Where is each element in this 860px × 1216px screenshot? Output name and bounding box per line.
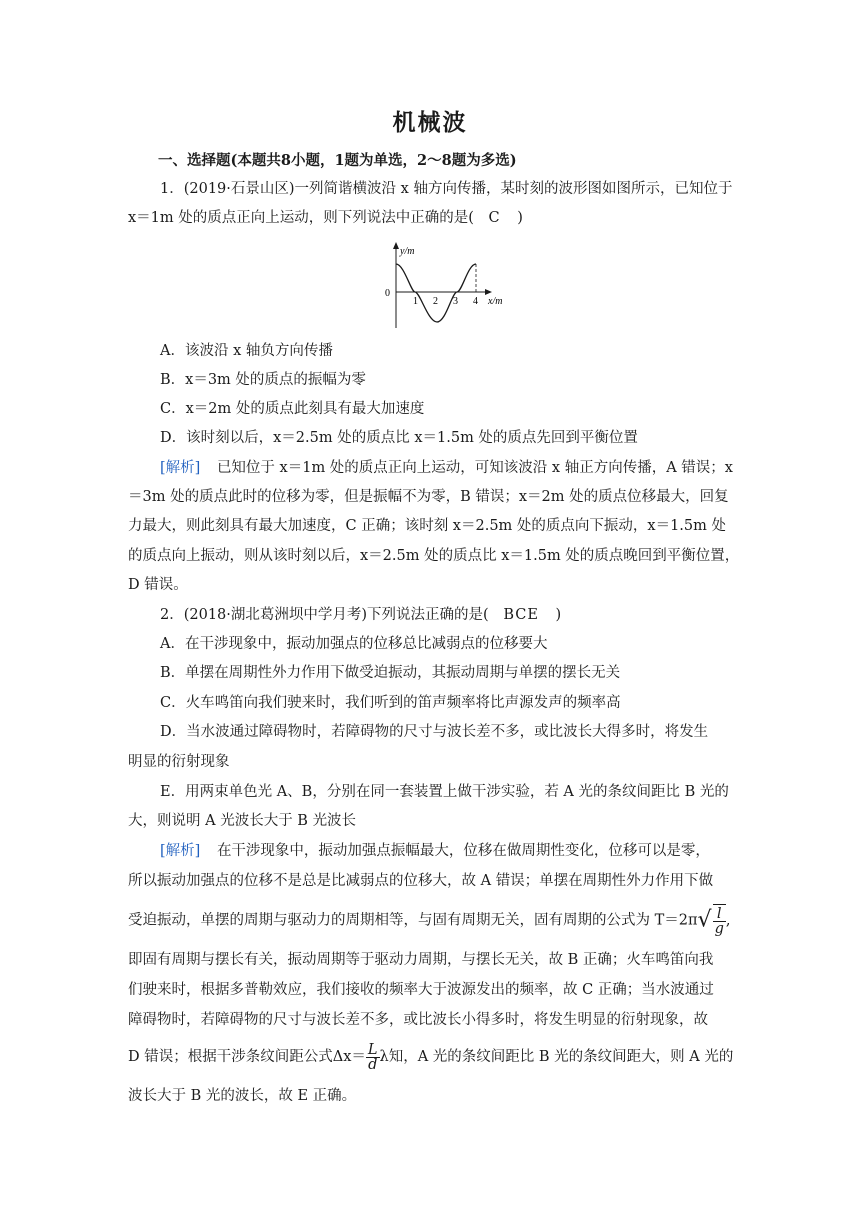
q1-option-c: C．x＝2m 处的质点此刻具有最大加速度 [160, 401, 425, 417]
q1-wave-graph [380, 240, 512, 332]
q1-analysis-text-1: 已知位于 x＝1m 处的质点正向上运动，可知该波沿 x 轴正方向传播，A 错误；x [216, 460, 733, 476]
formula-t-fraction [713, 907, 726, 936]
formula-t-num: l [713, 907, 726, 922]
tick-label-1: 1 [413, 296, 418, 307]
formula-dx-den: d [368, 1056, 378, 1073]
q2-close-paren: ) [555, 607, 562, 623]
q2-answer: BCE [503, 607, 539, 623]
page-title: 机械波 [392, 109, 468, 136]
q2-analysis-text-7b: λ知，A 光的条纹间距比 B 光的条纹间距大，则 A 光的 [379, 1049, 734, 1065]
x-axis-label: x/m [488, 296, 503, 307]
formula-dx-num: L [367, 1041, 378, 1058]
q1-analysis-line1 [160, 458, 733, 478]
q2-analysis-text-3: 受迫振动，单摆的周期与驱动力的周期相等，与固有周期无关，固有周期的公式为 T＝2π [128, 912, 698, 929]
tick-label-2: 2 [433, 296, 438, 307]
sqrt-symbol: √ [697, 907, 712, 933]
q1-analysis-line2: ＝3m 处的质点此时的位移为零，但是振幅不为零，B 错误；x＝2m 处的质点位移最大，回复 [128, 489, 729, 505]
q1-option-d: D．该时刻以后，x＝2.5m 处的质点比 x＝1.5m 处的质点先回到平衡位置 [160, 430, 638, 446]
origin-label: 0 [385, 288, 390, 299]
q1-stem-line2 [128, 208, 523, 228]
q2-option-d-line2: 明显的衍射现象 [128, 754, 230, 770]
q2-analysis-line2: 所以振动加强点的位移不是总是比减弱点的位移大，故 A 错误；单摆在周期性外力作用下做 [128, 873, 714, 889]
q2-option-b: B．单摆在周期性外力作用下做受迫振动，其振动周期与单摆的摆长无关 [160, 665, 621, 681]
formula-t-tail: , [725, 912, 731, 929]
q2-analysis-line1 [160, 841, 710, 861]
formula-t-den: g [714, 920, 724, 937]
q2-option-e-line1: E．用两束单色光 A、B，分别在同一套装置上做干涉实验，若 A 光的条纹间距比 B 光的 [160, 784, 729, 800]
q2-option-e-line2: 大，则说明 A 光波长大于 B 光波长 [128, 813, 357, 829]
q1-option-a: A．该波沿 x 轴负方向传播 [160, 343, 333, 359]
q2-option-d-line1: D．当水波通过障碍物时，若障碍物的尺寸与波长差不多，或比波长大得多时，将发生 [160, 724, 709, 740]
q2-option-c: C．火车鸣笛向我们驶来时，我们听到的笛声频率将比声源发声的频率高 [160, 695, 621, 711]
q1-analysis-line3: 力最大，则此刻具有最大加速度，C 正确；该时刻 x＝2.5m 处的质点向下振动，x＝1.5m 处 [128, 518, 727, 534]
wave-curve [396, 264, 476, 322]
formula-dx-fraction [366, 1043, 380, 1072]
q1-analysis-tag: [解析] [160, 460, 201, 476]
q1-close-paren: ) [517, 210, 523, 226]
q2-stem [160, 605, 561, 625]
q1-stem-text: x＝1m 处的质点正向上运动，则下列说法中正确的是( [128, 210, 474, 226]
tick-label-4: 4 [473, 296, 478, 307]
q2-analysis-text-7a: D 错误；根据干涉条纹间距公式Δx＝ [128, 1049, 366, 1065]
y-axis-arrow [393, 242, 399, 249]
q2-option-a: A．在干涉现象中，振动加强点的位移总比减弱点的位移要大 [160, 636, 548, 652]
q2-analysis-line3 [128, 904, 730, 937]
q2-analysis-line8: 波长大于 B 光的波长，故 E 正确。 [128, 1088, 357, 1104]
section-heading: 一、选择题(本题共8小题，1题为单选，2～8题为多选) [158, 152, 517, 169]
q1-analysis-line5: D 错误。 [128, 577, 188, 593]
q2-analysis-line4: 即固有周期与摆长有关，振动周期等于驱动力周期，与摆长无关，故 B 正确；火车鸣笛向我 [128, 952, 714, 968]
q1-stem-line1: 1．(2019·石景山区)一列简谐横波沿 x 轴方向传播，某时刻的波形图如图所示，已知位于 [160, 181, 733, 197]
q2-analysis-line7 [128, 1041, 733, 1073]
q1-answer: C [488, 210, 501, 226]
q2-analysis-text-1: 在干涉现象中，振动加强点振幅最大，位移在做周期性变化，位移可以是零， [216, 843, 710, 859]
q2-stem-text: 2．(2018·湖北葛洲坝中学月考)下列说法正确的是( [160, 607, 489, 623]
sqrt-radicand [713, 904, 726, 937]
q2-analysis-line6: 障碍物时，若障碍物的尺寸与波长差不多，或比波长小得多时，将发生明显的衍射现象，故 [128, 1012, 708, 1028]
tick-label-3: 3 [453, 296, 458, 307]
q2-analysis-tag: [解析] [160, 843, 201, 859]
y-axis-label: y/m [400, 246, 415, 257]
q1-analysis-line4: 的质点向上振动，则从该时刻以后，x＝2.5m 处的质点比 x＝1.5m 处的质点晚回到平衡位置， [128, 548, 740, 564]
q1-option-b: B．x＝3m 处的质点的振幅为零 [160, 372, 366, 388]
x-axis-arrow [485, 289, 492, 295]
q2-analysis-line5: 们驶来时，根据多普勒效应，我们接收的频率大于波源发出的频率，故 C 正确；当水波通过 [128, 982, 714, 998]
